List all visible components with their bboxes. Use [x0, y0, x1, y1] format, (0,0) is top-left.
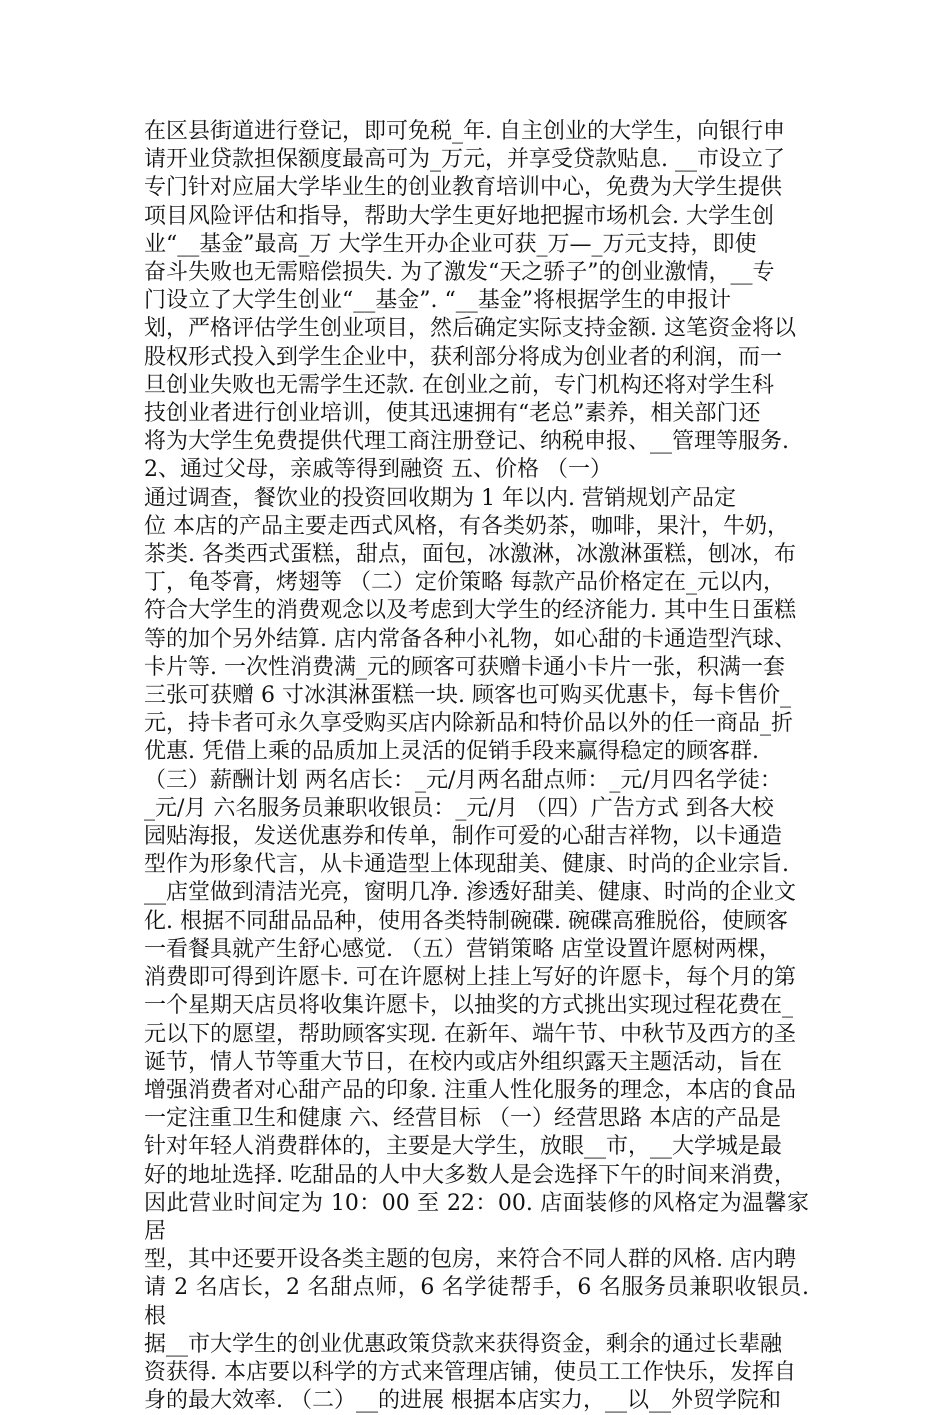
body-text: 在区县街道进行登记，即可免税_年. 自主创业的大学生，向银行申 请开业贷款担保额度最高可为_万元，并享受贷款贴息. __市设立了 专门针对应届大学毕业生的创业教育培训中心，免费为大学生提供 项目风险评估和指导，帮助大学生更好地把握市场机会. 大学生创 业“__基金”最高_万 大学生开办企业可获_万—_万元支持，即使 奋斗失败也无需赔偿损失. 为了激发“天之骄子”的创业激情，__专 门设立了大学生创业“__基金”. “__基金”将根据学生的申报计 划，严格评估学生创业项目，然后确定实际支持金额. 这笔资金将以 股权形式投入到学生企业中，获利部分将成为创业者的利润，而一 旦创业失败也无需学生还款. 在创业之前，专门机构还将对学生科 技创业者进行创业培训，使其迅速拥有“老总”素养，相关部门还 将为大学生免费提供代理工商注册登记、纳税申报、__管理等服务. 2、通过父母，亲戚等得到融资 五、价格 （一） 通过调查，餐饮业的投资回收期为 1 年以内. 营销规划产品定 位 本店的产品主要走西式风格，有各类奶茶，咖啡，果汁，牛奶， 茶类. 各类西式蛋糕，甜点，面包，冰激淋，冰激淋蛋糕，刨冰，布 丁，龟苓膏，烤翅等 （二）定价策略 每款产品价格定在_元以内， 符合大学生的消费观念以及考虑到大学生的经济能力. 其中生日蛋糕 等的加个另外结算. 店内常备各种小礼物，如心甜的卡通造型汽球、 卡片等. 一次性消费满_元的顾客可获赠卡通小卡片一张，积满一套 三张可获赠 6 寸冰淇淋蛋糕一块. 顾客也可购买优惠卡，每卡售价_ 元，持卡者可永久享受购买店内除新品和特价品以外的任一商品_折 优惠. 凭借上乘的品质加上灵活的促销手段来赢得稳定的顾客群. （三）薪酬计划 两名店长：_元/月两名甜点师：_元/月四名学徒： _元/月 六名服务员兼职收银员：_元/月 （四）广告方式 到各大校 园贴海报，发送优惠券和传单，制作可爱的心甜吉祥物，以卡通造 型作为形象代言，从卡通造型上体现甜美、健康、时尚的企业宗旨. __店堂做到清洁光亮，窗明几净. 渗透好甜美、健康、时尚的企业文 化. 根据不同甜品品种，使用各类特制碗碟. 碗碟高雅脱俗，使顾客 一看餐具就产生舒心感觉. （五）营销策略 店堂设置许愿树两棵， 消费即可得到许愿卡. 可在许愿树上挂上写好的许愿卡，每个月的第 一个星期天店员将收集许愿卡，以抽奖的方式挑出实现过程花费在_ 元以下的愿望，帮助顾客实现. 在新年、端午节、中秋节及西方的圣 诞节，情人节等重大节日，在校内或店外组织露天主题活动，旨在 增强消费者对心甜产品的印象. 注重人性化服务的理念，本店的食品 一定注重卫生和健康 六、经营目标 （一）经营思路 本店的产品是 针对年轻人消费群体的，主要是大学生，放眼__市，__大学城是最 好的地址选择. 吃甜品的人中大多数人是会选择下午的时间来消费， 因此营业时间定为 10：00 至 22：00. 店面装修的风格定为温馨家居 型，其中还要开设各类主题的包房，来符合不同人群的风格. 店内聘 请 2 名店长，2 名甜点师，6 名学徒帮手，6 名服务员兼职收银员. 根 据__市大学生的创业优惠政策贷款来获得资金，剩余的通过长辈融 资获得. 本店要以科学的方式来管理店铺，使员工工作快乐，发挥自 身的最大效率. （二）__的进展 根据本店实力，__以__外贸学院和: [144, 119, 809, 1414]
